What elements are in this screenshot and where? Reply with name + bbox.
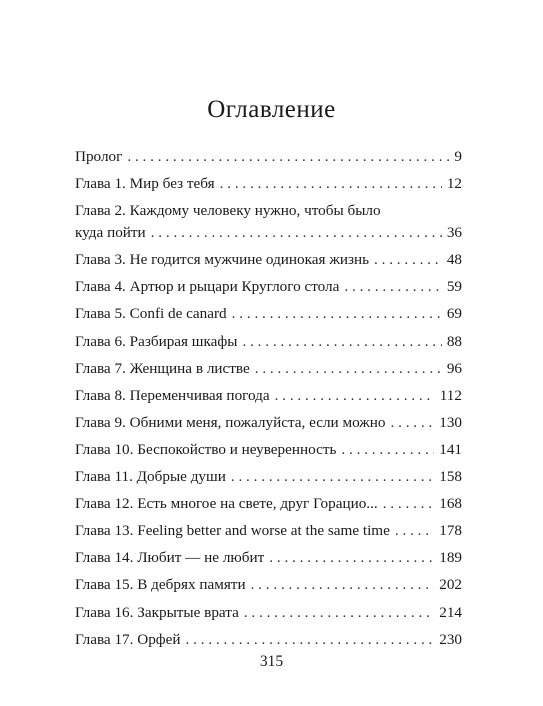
toc-entry-page: 230 <box>439 630 462 648</box>
toc-entry <box>75 146 462 168</box>
toc-entry <box>75 412 462 434</box>
toc-entry-title: Глава 14. Любит — не любит <box>75 549 265 567</box>
toc-entry-title: Глава 12. Есть многое на свете, друг Горацио... <box>75 495 378 513</box>
dot-leader <box>341 439 434 461</box>
dot-leader <box>244 602 434 624</box>
dot-leader <box>232 303 442 325</box>
table-of-contents <box>75 146 462 656</box>
toc-entry <box>75 385 462 407</box>
toc-entry <box>75 602 462 624</box>
dot-leader <box>242 331 441 353</box>
dot-leader <box>151 222 442 244</box>
toc-entry-title: Пролог <box>75 148 123 165</box>
toc-entry-page: 168 <box>439 495 462 513</box>
toc-entry-title: Глава 9. Обними меня, пожалуйста, если можно <box>75 413 386 431</box>
toc-entry-page: 59 <box>446 278 462 296</box>
page-number: 315 <box>259 653 284 670</box>
toc-entry <box>75 303 462 325</box>
toc-entry <box>75 629 462 651</box>
toc-entry <box>75 173 462 195</box>
toc-entry-page: 69 <box>446 305 462 323</box>
toc-entry-title: Глава 16. Закрытые врата <box>75 603 239 621</box>
toc-entry-page: 141 <box>439 440 462 458</box>
toc-entry <box>75 200 462 244</box>
dot-leader <box>255 358 442 380</box>
toc-entry-page: 130 <box>439 413 462 431</box>
toc-entry-title: Глава 3. Не годится мужчине одинокая жизнь <box>75 251 369 269</box>
toc-entry-title: Глава 2. Каждому человеку нужно, чтобы было <box>75 202 381 220</box>
toc-entry-page: 189 <box>439 549 462 567</box>
toc-entry-title: Глава 6. Разбирая шкафы <box>75 332 238 350</box>
toc-entry <box>75 249 462 271</box>
toc-entry-title: Глава 1. Мир без тебя <box>75 175 215 193</box>
toc-entry-page: 202 <box>439 576 462 594</box>
toc-entry-title: Глава 5. Confi de canard <box>75 305 227 323</box>
toc-entry-page: 96 <box>446 359 462 377</box>
toc-entry-page: 36 <box>446 224 462 242</box>
toc-entry-page: 48 <box>446 251 462 269</box>
toc-entry <box>75 466 462 488</box>
dot-leader <box>269 547 434 569</box>
dot-leader <box>395 520 434 542</box>
dot-leader <box>391 412 435 434</box>
dot-leader <box>186 629 435 651</box>
toc-entry <box>75 276 462 298</box>
toc-entry <box>75 493 462 515</box>
dot-leader <box>251 574 435 596</box>
dot-leader <box>344 276 441 298</box>
toc-entry <box>75 439 462 461</box>
toc-entry-title: Глава 11. Добрые души <box>75 468 226 486</box>
toc-entry-page: 9 <box>454 148 462 165</box>
toc-entry-title: Глава 10. Беспокойство и неуверенность <box>75 440 337 458</box>
dot-leader <box>231 466 434 488</box>
dot-leader <box>383 493 435 515</box>
dot-leader <box>127 146 449 168</box>
dot-leader <box>220 173 442 195</box>
toc-entry <box>75 520 462 542</box>
toc-entry-page: 214 <box>439 603 462 621</box>
toc-entry-title: Глава 13. Feeling better and worse at the same time <box>75 522 390 540</box>
page-title: Оглавление <box>207 96 336 123</box>
toc-entry-title: Глава 7. Женщина в листве <box>75 359 250 377</box>
toc-entry-page: 112 <box>439 386 462 404</box>
toc-entry <box>75 331 462 353</box>
toc-entry <box>75 547 462 569</box>
toc-entry-title: Глава 8. Переменчивая погода <box>75 386 270 404</box>
toc-entry-page: 178 <box>439 522 462 540</box>
toc-entry-page: 158 <box>439 468 462 486</box>
toc-entry-title: Глава 17. Орфей <box>75 630 181 648</box>
toc-entry-title: Глава 4. Артюр и рыцари Круглого стола <box>75 278 340 296</box>
toc-entry <box>75 574 462 596</box>
toc-entry-page: 12 <box>446 175 462 193</box>
toc-entry-page: 88 <box>446 332 462 350</box>
dot-leader <box>374 249 442 271</box>
toc-entry-title-continuation: куда пойти <box>75 224 146 242</box>
toc-entry-title: Глава 15. В дебрях памяти <box>75 576 246 594</box>
toc-entry <box>75 358 462 380</box>
dot-leader <box>275 385 435 407</box>
